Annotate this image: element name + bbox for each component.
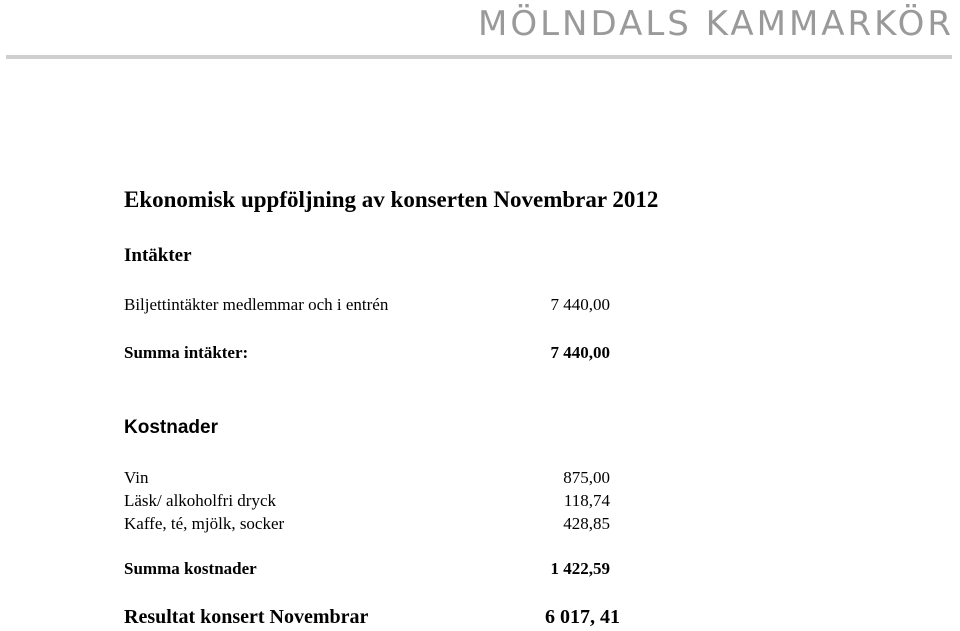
header-divider (6, 55, 952, 59)
income-heading: Intäkter (124, 245, 192, 266)
costs-heading: Kostnader (124, 417, 218, 438)
result-amount: 6 017, 41 (545, 606, 620, 628)
brand-logo: MÖLNDALS KAMMARKÖR (478, 4, 954, 44)
costs-total-label: Summa kostnader (124, 559, 257, 578)
income-item-amount: 7 440,00 (550, 295, 610, 314)
cost-item-label: Läsk/ alkoholfri dryck (124, 491, 277, 510)
cost-item-amount: 428,85 (563, 514, 610, 533)
income-total-label: Summa intäkter: (124, 343, 249, 362)
income-item-label: Biljettintäkter medlemmar och i entrén (124, 295, 389, 314)
result-label: Resultat konsert Novembrar (124, 606, 369, 628)
income-total-amount: 7 440,00 (550, 343, 610, 362)
cost-item-label: Vin (124, 468, 149, 487)
page-title: Ekonomisk uppföljning av konserten Novembrar 2012 (124, 187, 659, 212)
cost-item-amount: 875,00 (563, 468, 610, 487)
cost-item-label: Kaffe, té, mjölk, socker (124, 514, 285, 533)
cost-item-amount: 118,74 (563, 491, 610, 510)
costs-total-amount: 1 422,59 (550, 559, 610, 578)
